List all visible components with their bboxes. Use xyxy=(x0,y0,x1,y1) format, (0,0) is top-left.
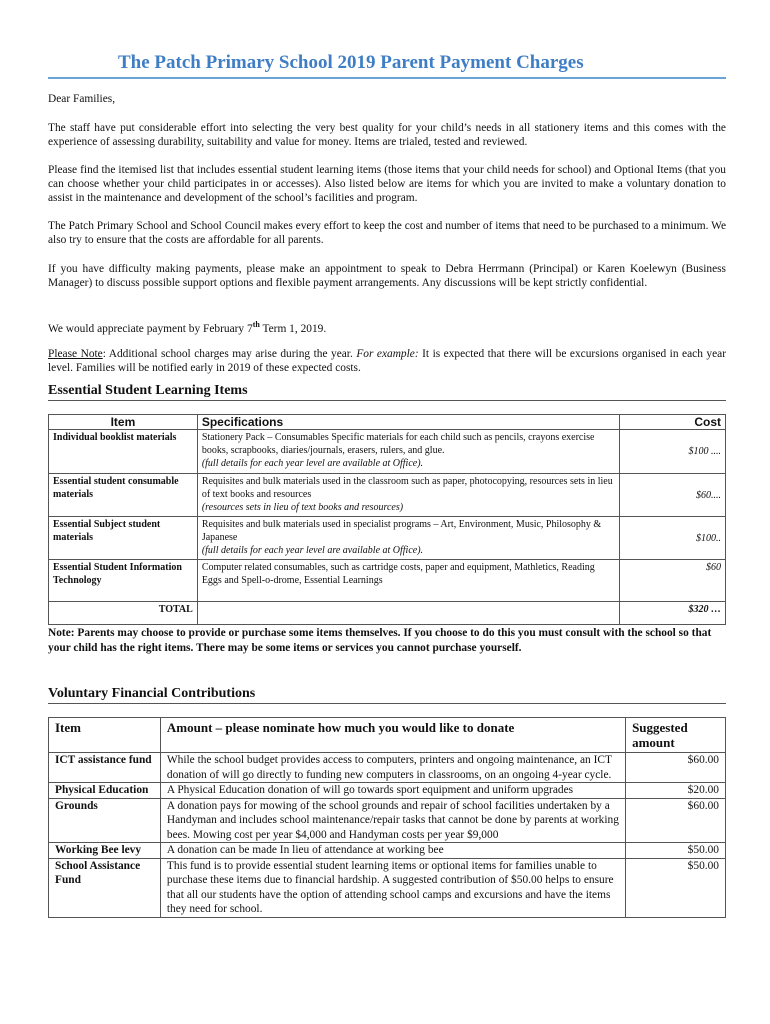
column-header-amount: Amount – please nominate how much you would like to donate xyxy=(160,718,625,753)
paragraph-please-note xyxy=(48,347,726,375)
essential-items-heading: Essential Student Learning Items xyxy=(48,383,248,398)
table-row xyxy=(49,560,726,602)
spec-text: Requisites and bulk materials used in specialist programs – Art, Environment, Music, Philosophy & Japanese xyxy=(201,519,602,543)
item-cost: $60.... xyxy=(620,474,726,517)
spec-note: (resources sets in lieu of text books and resources) xyxy=(201,502,404,513)
contribution-name: Working Bee levy xyxy=(49,843,161,859)
paragraph-intro: The staff have put considerable effort into selecting the very best quality for your child’s needs in all stationery items and this comes with the experience of assessing durability, suitability and value for money. Items are trialed, tested and reviewed. xyxy=(48,122,726,148)
column-header-suggested: Suggested amount xyxy=(626,718,726,753)
item-cost: $60 xyxy=(620,560,726,602)
contribution-amount: $50.00 xyxy=(626,843,726,859)
please-note-example: For example: xyxy=(356,348,419,360)
payment-due-sup: th xyxy=(252,320,260,329)
payment-due-text: We would appreciate payment by February 7 xyxy=(48,322,253,335)
item-specification xyxy=(197,430,619,474)
please-note-text-a: : Additional school charges may arise during the year. xyxy=(102,348,357,360)
item-specification xyxy=(197,560,619,602)
paragraph-payment-difficulty: If you have difficulty making payments, please make an appointment to speak to Debra Herrmann (Principal) or Karen Koelewyn (Business Manager) to discuss possible support options and flexible payment arrangements. Any discussions will be kept strictly confidential. xyxy=(48,263,726,289)
voluntary-heading-rule xyxy=(48,703,726,704)
spec-text: Requisites and bulk materials used in the classroom such as paper, photocopying, resources sets in lieu of text books and resources xyxy=(201,476,613,500)
title-divider xyxy=(48,77,726,79)
contribution-amount: $60.00 xyxy=(626,753,726,783)
column-header-specifications: Specifications xyxy=(197,415,619,430)
table-row xyxy=(49,798,726,843)
paragraph-payment-due xyxy=(48,318,726,336)
salutation: Dear Families, xyxy=(48,93,116,105)
item-name: Essential Subject student materials xyxy=(49,517,198,560)
column-header-item: Item xyxy=(49,718,161,753)
column-header-item: Item xyxy=(49,415,198,430)
voluntary-contributions-heading: Voluntary Financial Contributions xyxy=(48,686,256,701)
table-header-row xyxy=(49,415,726,430)
table-total-row xyxy=(49,602,726,625)
contribution-description: A Physical Education donation of will go towards sport equipment and uniform upgrades xyxy=(160,783,625,799)
item-specification xyxy=(197,517,619,560)
table-row xyxy=(49,753,726,783)
contribution-amount: $20.00 xyxy=(626,783,726,799)
contribution-description: A donation pays for mowing of the school grounds and repair of school facilities undertaken by a Handyman and includes school maintenance/repair tasks that cannot be done by parents at working bees. Mowing cost per year $4,000 and Handyman costs per year $9,000 xyxy=(160,798,625,843)
page-title: The Patch Primary School 2019 Parent Payment Charges xyxy=(118,52,584,73)
spec-text: Stationery Pack – Consumables Specific materials for each child such as pencils, crayons exercise books, scrapbooks, diaries/journals, erasers, rulers, and glue. xyxy=(201,432,595,456)
contribution-amount: $50.00 xyxy=(626,858,726,917)
paragraph-itemised-list: Please find the itemised list that includes essential student learning items (those items that your child needs for school) and Optional Items (that you can choose whether your child participates in or accesses). Also listed below are items for which you are invited to make a voluntary donation to assist in the maintenance and development of the school’s facilities and program. xyxy=(48,164,726,204)
essential-heading-rule xyxy=(48,400,726,401)
please-note-label: Please Note xyxy=(48,348,103,360)
contribution-name: ICT assistance fund xyxy=(49,753,161,783)
table-header-row xyxy=(49,718,726,753)
essential-items-table xyxy=(48,414,726,625)
contribution-description: While the school budget provides access to computers, printers and ongoing maintenance, an ICT donation of will go directly to funding new computers in classrooms, on an ongoing 4-year cycle. xyxy=(160,753,625,783)
column-header-cost: Cost xyxy=(620,415,726,430)
spec-note: (full details for each year level are available at Office). xyxy=(201,545,424,556)
contribution-description: A donation can be made In lieu of attendance at working bee xyxy=(160,843,625,859)
voluntary-contributions-table xyxy=(48,717,726,918)
contribution-name: School Assistance Fund xyxy=(49,858,161,917)
item-name: Essential student consumable materials xyxy=(49,474,198,517)
table-row xyxy=(49,843,726,859)
contribution-name: Grounds xyxy=(49,798,161,843)
contribution-amount: $60.00 xyxy=(626,798,726,843)
parent-provision-note: Note: Parents may choose to provide or purchase some items themselves. If you choose to do this you must consult with the school so that your child has the right items. There may be some items or services you cannot purchase yourself. xyxy=(48,627,712,654)
item-name: Individual booklist materials xyxy=(49,430,198,474)
contribution-description: This fund is to provide essential student learning items or optional items for families unable to purchase these items due to financial hardship. A suggested contribution of $50.00 helps to ensure that all our students have the option of attending school camps and excursions and have the items they need for school. xyxy=(160,858,625,917)
item-specification xyxy=(197,474,619,517)
table-row xyxy=(49,783,726,799)
item-cost: $100 .... xyxy=(620,430,726,474)
please-note-text-b: It is expected that there will be excursions organised in each year level. Families will be notified early in 2019 of these expected costs. xyxy=(48,348,726,374)
table-row xyxy=(49,430,726,474)
contribution-name: Physical Education xyxy=(49,783,161,799)
item-cost: $100.. xyxy=(620,517,726,560)
item-name: Essential Student Information Technology xyxy=(49,560,198,602)
paragraph-cost-minimum: The Patch Primary School and School Council makes every effort to keep the cost and number of items that need to be purchased to a minimum. We also try to ensure that the costs are affordable for all parents. xyxy=(48,220,726,246)
table-row xyxy=(49,474,726,517)
total-spacer xyxy=(197,602,619,625)
table-row xyxy=(49,517,726,560)
total-label: TOTAL xyxy=(49,602,198,625)
spec-text: Computer related consumables, such as cartridge costs, paper and equipment, Mathletics, Reading Eggs and Spell-o-drome, Essential Learnings xyxy=(201,562,595,586)
table-row xyxy=(49,858,726,917)
spec-note: (full details for each year level are available at Office). xyxy=(201,458,424,469)
total-value: $320 … xyxy=(620,602,726,625)
payment-due-term: Term 1, 2019. xyxy=(259,322,327,335)
